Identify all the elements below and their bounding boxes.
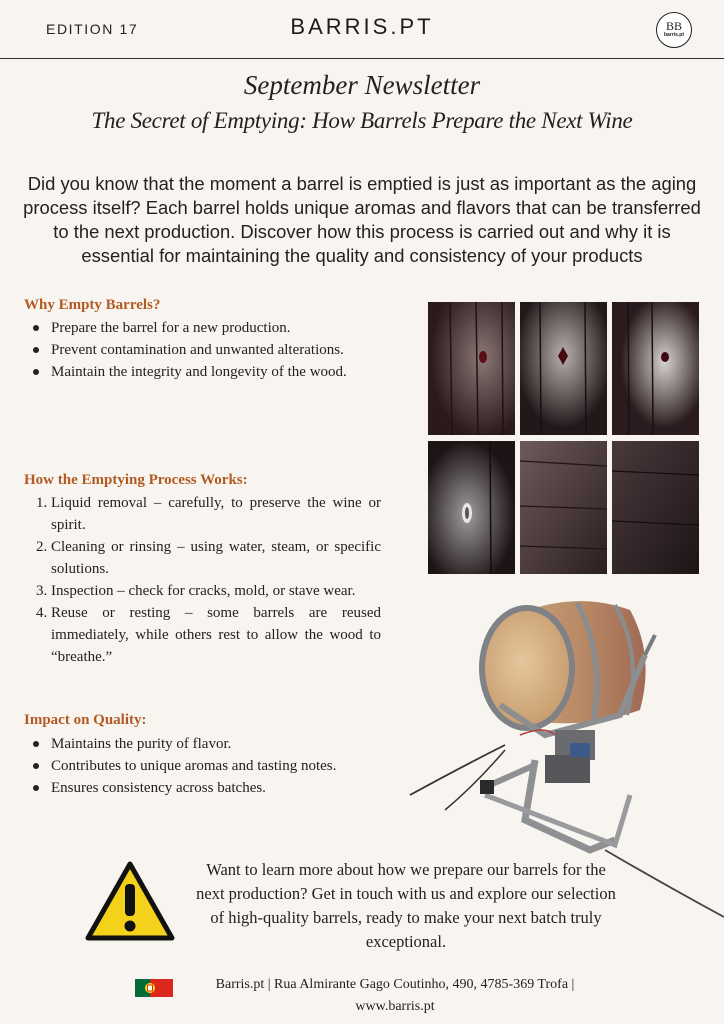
list-number: 2. xyxy=(36,539,48,555)
barrel-photo-grid xyxy=(428,302,699,574)
list-number: 1. xyxy=(36,495,48,511)
barrel-photo xyxy=(612,302,699,435)
list-item xyxy=(24,339,381,361)
list-item xyxy=(24,777,381,799)
brand-name: BARRIS.PT xyxy=(290,14,434,39)
list-item-text: Maintain the integrity and longevity of the wood. xyxy=(51,364,347,380)
list-item-text: Maintains the purity of flavor. xyxy=(51,736,232,752)
barrel-photo xyxy=(612,441,699,574)
list-item xyxy=(24,317,381,339)
warning-icon xyxy=(84,860,176,942)
why-heading: Why Empty Barrels? xyxy=(24,297,161,313)
barrel-photo xyxy=(428,302,515,435)
list-item xyxy=(24,492,381,536)
list-number: 3. xyxy=(36,583,48,599)
why-list xyxy=(24,317,381,383)
portugal-flag-icon xyxy=(135,979,173,997)
list-item xyxy=(24,755,381,777)
list-item xyxy=(24,733,381,755)
list-item xyxy=(24,580,381,602)
list-item-text: Liquid removal – carefully, to preserve the wine or spirit. xyxy=(51,495,381,533)
list-item xyxy=(24,361,381,383)
how-list xyxy=(24,492,381,668)
list-item-text: Ensures consistency across batches. xyxy=(51,780,266,796)
list-item xyxy=(24,536,381,580)
list-item-text: Cleaning or rinsing – using water, steam, or specific solutions. xyxy=(51,539,381,577)
list-number: 4. xyxy=(36,605,48,621)
barrel-photo xyxy=(428,441,515,574)
barrel-photo xyxy=(520,302,607,435)
logo-text: BB xyxy=(665,19,682,33)
list-item-text: Reuse or resting – some barrels are reused immediately, while others rest to allow the wood to “breathe.” xyxy=(51,605,381,665)
call-to-action-text: Want to learn more about how we prepare our barrels for the next production? Get in touch with us and explore our selection of high-quality barrels, ready to make your next batch truly exceptional. xyxy=(196,860,616,951)
list-item-text: Prevent contamination and unwanted alterations. xyxy=(51,342,344,358)
list-item-text: Prepare the barrel for a new production. xyxy=(51,320,291,336)
article-title: The Secret of Emptying: How Barrels Prepare the Next Wine xyxy=(91,108,633,133)
barrel-photo xyxy=(520,441,607,574)
header-divider xyxy=(0,58,724,59)
barris-logo xyxy=(656,12,692,48)
list-item-text: Inspection – check for cracks, mold, or stave wear. xyxy=(51,583,356,599)
impact-list xyxy=(24,733,381,799)
impact-heading: Impact on Quality: xyxy=(24,712,147,728)
logo-subtext: barris.pt xyxy=(663,32,684,38)
newsletter-title: September Newsletter xyxy=(243,70,481,100)
header xyxy=(0,0,724,60)
list-item-text: Contributes to unique aromas and tasting notes. xyxy=(51,758,337,774)
how-heading: How the Emptying Process Works: xyxy=(24,472,248,488)
intro-paragraph: Did you know that the moment a barrel is emptied is just as important as the aging process itself? Each barrel holds unique aromas and flavors that can be transferred to the next production. Discover how this process is carried out and why it is essential for maintaining the quality and consistency of your products xyxy=(23,173,701,266)
footer-address: Barris.pt | Rua Almirante Gago Coutinho, 490, 4785-369 Trofa | www.barris.pt xyxy=(215,977,575,1014)
list-item xyxy=(24,602,381,668)
edition-label: EDITION 17 xyxy=(46,21,139,37)
